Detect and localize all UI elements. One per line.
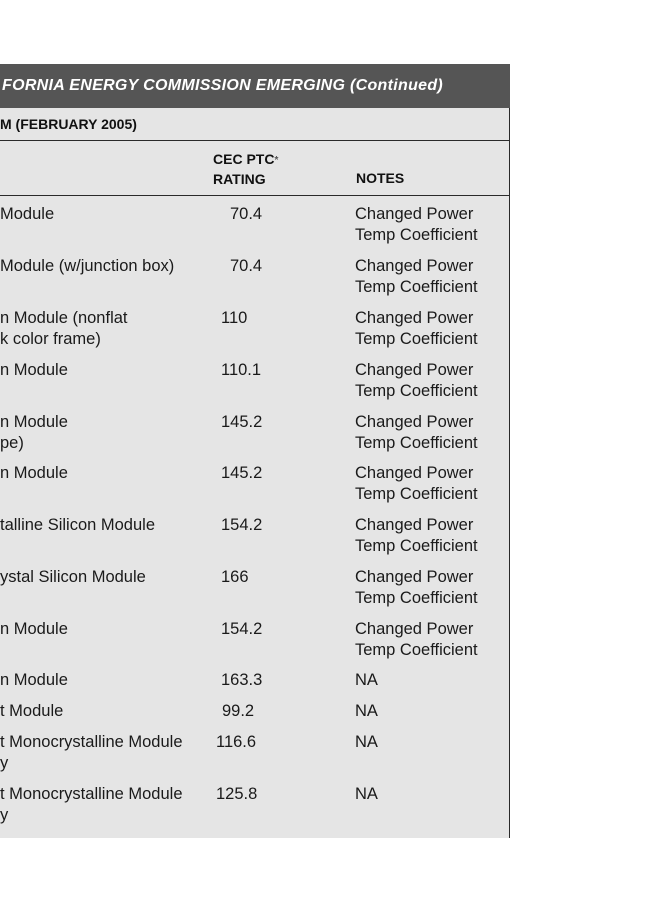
notes-line: Temp Coefficient <box>355 485 478 503</box>
notes-line: Changed Power <box>355 413 474 431</box>
description-line: talline Silicon Module <box>0 516 156 534</box>
cell-description <box>0 732 205 774</box>
cell-rating: 163.3 <box>221 671 263 689</box>
cell-notes <box>355 515 478 557</box>
column-header-notes: NOTES <box>356 170 405 186</box>
description-line: n Module <box>0 671 68 689</box>
cell-rating: 116.6 <box>216 733 257 751</box>
cell-notes <box>355 463 478 505</box>
cell-notes <box>355 619 478 661</box>
notes-line: NA <box>355 671 378 689</box>
notes-line: Temp Coefficient <box>355 330 478 348</box>
cell-rating: 110.1 <box>221 361 262 379</box>
description-line: k color frame) <box>0 330 101 348</box>
description-line: Module (w/junction box) <box>0 257 175 275</box>
cell-rating: 166 <box>221 568 249 586</box>
notes-line: Changed Power <box>355 568 474 586</box>
cell-rating: 154.2 <box>221 620 263 638</box>
description-line: n Module <box>0 413 68 431</box>
table-subtitle-bar <box>0 108 509 141</box>
rating-header-line1: CEC PTC <box>213 151 275 167</box>
cell-rating: 125.8 <box>216 785 258 803</box>
notes-line: Changed Power <box>355 464 474 482</box>
cell-description <box>0 619 205 640</box>
table-subtitle: M (FEBRUARY 2005) <box>0 116 137 132</box>
cell-rating: 70.4 <box>230 257 263 275</box>
notes-line: Changed Power <box>355 620 474 638</box>
cell-rating: 154.2 <box>221 516 263 534</box>
notes-line: Changed Power <box>355 205 474 223</box>
cell-description <box>0 701 205 722</box>
cell-notes <box>355 360 478 402</box>
table-title: FORNIA ENERGY COMMISSION EMERGING (Continued) <box>2 77 444 94</box>
column-header-rating <box>213 150 278 189</box>
description-line: t Monocrystalline Module <box>0 785 183 803</box>
description-line: n Module (nonflat <box>0 309 128 327</box>
notes-line: Changed Power <box>355 257 474 275</box>
description-line: ystal Silicon Module <box>0 568 146 586</box>
cell-notes <box>355 308 478 350</box>
cell-description <box>0 515 205 536</box>
notes-line: Temp Coefficient <box>355 589 478 607</box>
cell-rating: 99.2 <box>222 702 255 720</box>
notes-line: NA <box>355 702 378 720</box>
cell-notes <box>355 784 378 805</box>
cell-description <box>0 670 205 691</box>
description-line: pe) <box>0 434 24 452</box>
cell-notes <box>355 412 478 454</box>
rating-footnote-star: * <box>274 155 279 166</box>
cell-description <box>0 463 205 484</box>
cell-rating: 145.2 <box>221 413 263 431</box>
description-line: Module <box>0 205 55 223</box>
cell-rating: 110 <box>221 309 248 327</box>
rating-header-line2: RATING <box>213 171 266 187</box>
notes-line: Temp Coefficient <box>355 537 478 555</box>
notes-line: Temp Coefficient <box>355 641 478 659</box>
cell-rating: 145.2 <box>221 464 263 482</box>
notes-line: Temp Coefficient <box>355 226 478 244</box>
notes-line: Changed Power <box>355 516 474 534</box>
cell-notes <box>355 670 378 691</box>
notes-line: Changed Power <box>355 309 474 327</box>
cell-description <box>0 256 205 277</box>
notes-line: NA <box>355 785 378 803</box>
notes-line: Temp Coefficient <box>355 278 478 296</box>
cell-description <box>0 567 205 588</box>
cell-notes <box>355 732 378 753</box>
cell-notes <box>355 701 378 722</box>
data-table <box>0 64 510 838</box>
description-line: y <box>0 754 9 772</box>
cell-description <box>0 360 205 381</box>
notes-line: Temp Coefficient <box>355 434 478 452</box>
cell-notes <box>355 204 478 246</box>
description-line: n Module <box>0 464 68 482</box>
cell-description <box>0 412 205 454</box>
cell-description <box>0 784 205 826</box>
cell-description <box>0 204 205 225</box>
description-line: n Module <box>0 620 68 638</box>
description-line: n Module <box>0 361 68 379</box>
cell-rating: 70.4 <box>230 205 263 223</box>
column-header-row <box>0 141 509 196</box>
cell-notes <box>355 567 478 609</box>
table-title-bar <box>0 64 510 108</box>
notes-line: Temp Coefficient <box>355 382 478 400</box>
description-line: t Monocrystalline Module <box>0 733 183 751</box>
description-line: t Module <box>0 702 64 720</box>
notes-line: Changed Power <box>355 361 474 379</box>
cell-notes <box>355 256 478 298</box>
notes-line: NA <box>355 733 378 751</box>
cell-description <box>0 308 205 350</box>
description-line: y <box>0 806 9 824</box>
